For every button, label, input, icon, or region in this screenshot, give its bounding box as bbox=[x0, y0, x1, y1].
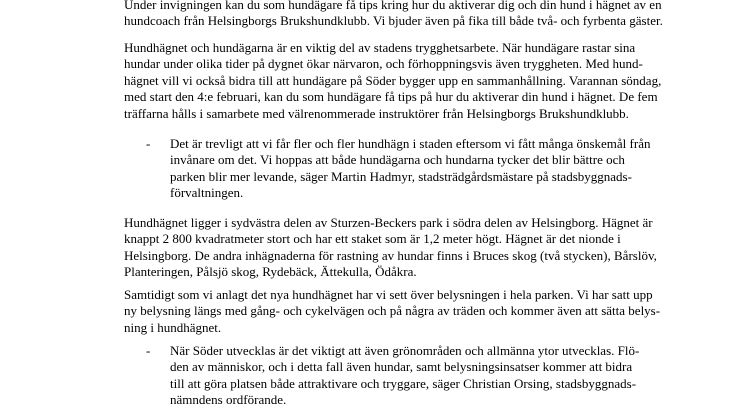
text-line: Hundhägnet och hundägarna är en viktig del av stadens trygghetsarbete. När hundägare rastar sina bbox=[124, 40, 636, 55]
text-line: hägnet vill vi också bidra till att hundägare på Söder bygger upp en sammanhållning. Varannan söndag, bbox=[124, 72, 662, 88]
paragraph-belysning bbox=[124, 287, 684, 336]
text-line: träffarna hålls i samarbete med välrenommerade instruktörer från Helsingborgs Brukshundklubb. bbox=[124, 105, 629, 121]
quote-martin-hadmyr bbox=[146, 136, 686, 202]
quote-text bbox=[170, 343, 690, 409]
text-line: hundcoach från Helsingborgs Brukshundklubb. Vi bjuder även på fika till både två- och fyrbenta gäster. bbox=[124, 13, 663, 29]
text-line: Hundhägnet ligger i sydvästra delen av Sturzen-Beckers park i södra delen av Helsingborg. Hägnet är bbox=[124, 215, 653, 230]
text-line: förvaltningen. bbox=[170, 185, 244, 201]
text-line: När Söder utvecklas är det viktigt att även grönområden och allmänna ytor utvecklas. Flö- bbox=[170, 343, 640, 358]
paragraph-hundhagnet-plats bbox=[124, 215, 684, 281]
text-line: nämndens ordförande. bbox=[170, 392, 287, 408]
quote-text bbox=[170, 136, 690, 202]
text-line: invånare om det. Vi hoppas att både hundägarna och hundarna tycker det blir bättre och bbox=[170, 152, 625, 168]
text-line: till att göra platsen både attraktivare och tryggare, säger Christian Orsing, stadsbyggnads- bbox=[170, 375, 637, 391]
bullet-dash: - bbox=[146, 343, 151, 358]
text-line: ny belysning längs med gång- och cykelvägen och på några av träden och kommer även att sätta belys- bbox=[124, 303, 661, 319]
paragraph-trygghetsarbete bbox=[124, 40, 684, 122]
text-line: hundar under olika tider på dygnet ökar närvaron, och förhoppningsvis även tryggheten. Med hund- bbox=[124, 56, 643, 72]
text-line: ning i hundhägnet. bbox=[124, 319, 222, 335]
text-line: med start den 4:e februari, kan du som hundägare få tips på hur du aktiverar din hund i hägnet. De fem bbox=[124, 89, 658, 105]
quote-christian-orsing bbox=[146, 343, 686, 409]
text-line: Planteringen, Pålsjö skog, Rydebäck, Ättekulla, Ödåkra. bbox=[124, 264, 417, 280]
text-line: Samtidigt som vi anlagt det nya hundhägnet har vi sett över belysningen i hela parken. Vi har satt upp bbox=[124, 287, 653, 302]
text-line: den av människor, och i detta fall även hundar, samt belysningsinsatser kommer att bidra bbox=[170, 359, 633, 375]
paragraph-invigning bbox=[124, 0, 684, 30]
text-line: Under invigningen kan du som hundägare få tips kring hur du aktiverar dig och din hund i hägnet av en bbox=[124, 0, 662, 12]
text-line: Helsingborg. De andra inhägnaderna för rastning av hundar finns i Bruces skog (två stycken), Bårslöv, bbox=[124, 247, 657, 263]
bullet-dash: - bbox=[146, 136, 151, 151]
text-line: Det är trevligt att vi får fler och fler hundhägn i staden eftersom vi fått många önskemål från bbox=[170, 136, 651, 151]
text-line: parken blir mer levande, säger Martin Hadmyr, stadsträdgårdsmästare på stadsbyggnads- bbox=[170, 168, 632, 184]
text-line: knappt 2 800 kvadratmeter stort och har ett staket som är 1,2 meter högt. Hägnet är det nionde i bbox=[124, 231, 621, 247]
